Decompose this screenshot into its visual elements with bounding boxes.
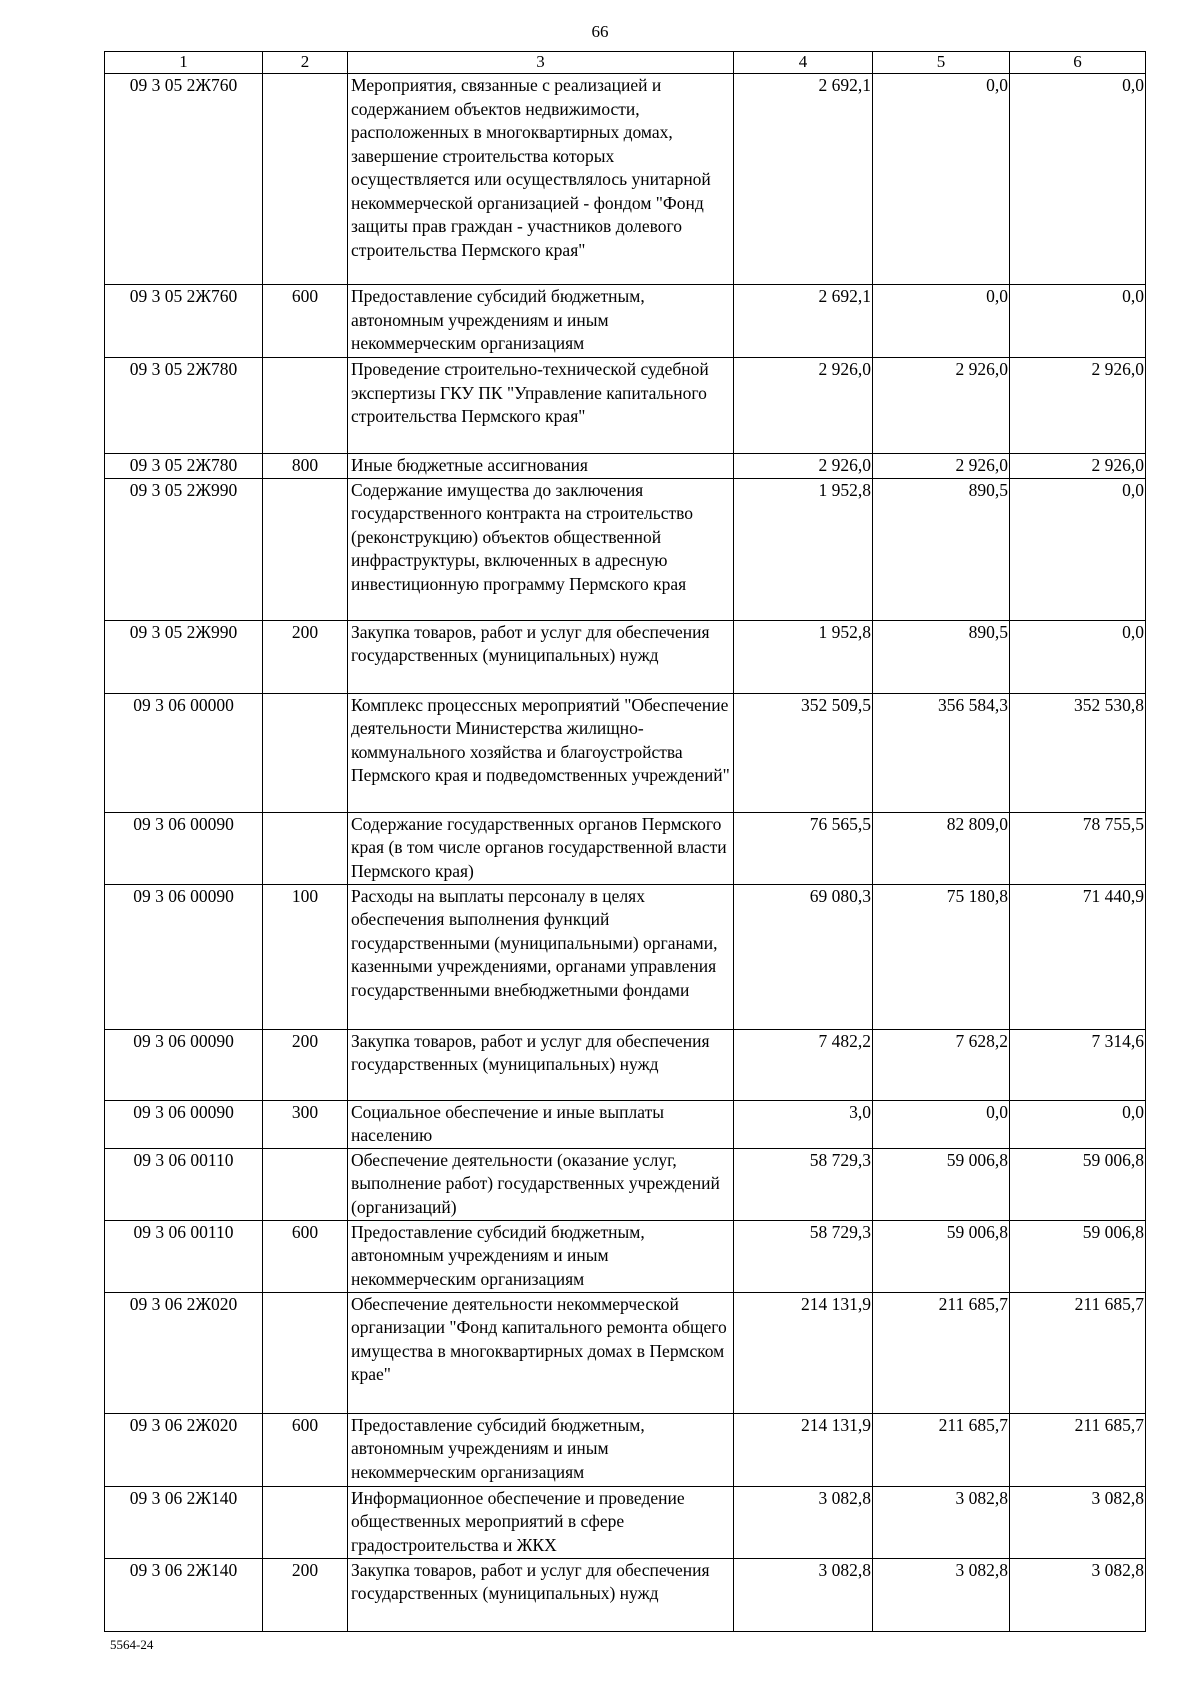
description-cell: Закупка товаров, работ и услуг для обеспечения государственных (муниципальных) нужд [348,1029,734,1100]
description-cell: Предоставление субсидий бюджетным, автономным учреждениям и иным некоммерческим организациям [348,285,734,358]
amount-col6-cell: 211 685,7 [1010,1413,1146,1486]
expense-type-cell [263,1486,348,1558]
budget-code-cell: 09 3 06 00110 [105,1148,263,1220]
expense-type-cell [263,693,348,812]
amount-col6-cell: 0,0 [1010,620,1146,693]
budget-code-cell: 09 3 06 2Ж140 [105,1486,263,1558]
budget-code-cell: 09 3 06 00090 [105,812,263,884]
expense-type-cell: 200 [263,620,348,693]
expense-type-cell [263,812,348,884]
description-cell: Иные бюджетные ассигнования [348,454,734,479]
amount-col6-cell: 2 926,0 [1010,454,1146,479]
amount-col5-cell: 0,0 [873,74,1010,285]
amount-col4-cell: 352 509,5 [734,693,873,812]
description-cell: Социальное обеспечение и иные выплаты населению [348,1100,734,1148]
amount-col4-cell: 76 565,5 [734,812,873,884]
column-header: 1 [105,52,263,74]
description-cell: Расходы на выплаты персоналу в целях обеспечения выполнения функций государственными (муниципальными) органами, казенными учреждениями, органами управления государственными внебюджетными фондами [348,884,734,1029]
budget-code-cell: 09 3 06 00090 [105,884,263,1029]
amount-col5-cell: 890,5 [873,620,1010,693]
column-header: 3 [348,52,734,74]
column-header: 6 [1010,52,1146,74]
expense-type-cell: 600 [263,1220,348,1292]
budget-code-cell: 09 3 06 2Ж020 [105,1292,263,1413]
expense-type-cell: 300 [263,1100,348,1148]
table-row [105,1292,1146,1413]
expense-type-cell [263,358,348,454]
amount-col5-cell: 59 006,8 [873,1148,1010,1220]
description-cell: Закупка товаров, работ и услуг для обеспечения государственных (муниципальных) нужд [348,1558,734,1631]
amount-col4-cell: 69 080,3 [734,884,873,1029]
amount-col6-cell: 0,0 [1010,74,1146,285]
amount-col5-cell: 890,5 [873,478,1010,620]
description-cell: Обеспечение деятельности некоммерческой организации "Фонд капитального ремонта общего имущества в многоквартирных домах в Пермском крае" [348,1292,734,1413]
amount-col6-cell: 0,0 [1010,285,1146,358]
budget-code-cell: 09 3 06 2Ж020 [105,1413,263,1486]
amount-col5-cell: 0,0 [873,1100,1010,1148]
table-row [105,620,1146,693]
amount-col5-cell: 211 685,7 [873,1292,1010,1413]
amount-col5-cell: 82 809,0 [873,812,1010,884]
table-row [105,1413,1146,1486]
column-header: 5 [873,52,1010,74]
amount-col4-cell: 214 131,9 [734,1292,873,1413]
amount-col4-cell: 7 482,2 [734,1029,873,1100]
amount-col4-cell: 1 952,8 [734,478,873,620]
table-row [105,1100,1146,1148]
amount-col6-cell: 352 530,8 [1010,693,1146,812]
table-row [105,812,1146,884]
table-row [105,1558,1146,1631]
amount-col6-cell: 78 755,5 [1010,812,1146,884]
amount-col5-cell: 3 082,8 [873,1486,1010,1558]
table-row [105,285,1146,358]
description-cell: Обеспечение деятельности (оказание услуг, выполнение работ) государственных учреждений (организаций) [348,1148,734,1220]
document-code: 5564-24 [110,1637,154,1652]
page-number: 66 [591,22,609,41]
amount-col5-cell: 0,0 [873,285,1010,358]
amount-col5-cell: 7 628,2 [873,1029,1010,1100]
table-row [105,1486,1146,1558]
expense-type-cell [263,1292,348,1413]
budget-code-cell: 09 3 06 00090 [105,1029,263,1100]
budget-code-cell: 09 3 05 2Ж760 [105,74,263,285]
amount-col5-cell: 75 180,8 [873,884,1010,1029]
amount-col5-cell: 2 926,0 [873,454,1010,479]
description-cell: Комплекс процессных мероприятий "Обеспечение деятельности Министерства жилищно-коммунального хозяйства и благоустройства Пермского края и подведомственных учреждений" [348,693,734,812]
description-cell: Содержание государственных органов Пермского края (в том числе органов государственной власти Пермского края) [348,812,734,884]
budget-code-cell: 09 3 06 00000 [105,693,263,812]
amount-col6-cell: 211 685,7 [1010,1292,1146,1413]
table-row [105,478,1146,620]
expense-type-cell: 800 [263,454,348,479]
budget-code-cell: 09 3 06 00090 [105,1100,263,1148]
expense-type-cell: 100 [263,884,348,1029]
amount-col5-cell: 211 685,7 [873,1413,1010,1486]
amount-col6-cell: 0,0 [1010,478,1146,620]
budget-code-cell: 09 3 05 2Ж990 [105,478,263,620]
amount-col5-cell: 3 082,8 [873,1558,1010,1631]
budget-code-cell: 09 3 06 00110 [105,1220,263,1292]
amount-col6-cell: 3 082,8 [1010,1558,1146,1631]
description-cell: Мероприятия, связанные с реализацией и содержанием объектов недвижимости, расположенных в многоквартирных домах, завершение строительства которых осуществляется или осуществлялось унитарной некоммерческой организацией - фондом "Фонд защиты прав граждан - участников долевого строительства Пермского края" [348,74,734,285]
description-cell: Содержание имущества до заключения государственного контракта на строительство (реконструкцию) объектов общественной инфраструктуры, включенных в адресную инвестиционную программу Пермского края [348,478,734,620]
amount-col4-cell: 1 952,8 [734,620,873,693]
amount-col4-cell: 58 729,3 [734,1220,873,1292]
table-row [105,454,1146,479]
amount-col6-cell: 3 082,8 [1010,1486,1146,1558]
description-cell: Проведение строительно-технической судебной экспертизы ГКУ ПК "Управление капитального строительства Пермского края" [348,358,734,454]
column-header: 2 [263,52,348,74]
budget-table [104,51,1146,1632]
budget-code-cell: 09 3 06 2Ж140 [105,1558,263,1631]
table-row [105,693,1146,812]
expense-type-cell: 200 [263,1558,348,1631]
amount-col5-cell: 2 926,0 [873,358,1010,454]
budget-code-cell: 09 3 05 2Ж760 [105,285,263,358]
description-cell: Предоставление субсидий бюджетным, автономным учреждениям и иным некоммерческим организациям [348,1220,734,1292]
expense-type-cell: 200 [263,1029,348,1100]
table-row [105,1220,1146,1292]
table-row [105,1029,1146,1100]
amount-col6-cell: 59 006,8 [1010,1220,1146,1292]
table-row [105,884,1146,1029]
amount-col4-cell: 3 082,8 [734,1558,873,1631]
amount-col4-cell: 2 926,0 [734,358,873,454]
budget-code-cell: 09 3 05 2Ж780 [105,358,263,454]
expense-type-cell [263,478,348,620]
table-row [105,1148,1146,1220]
amount-col4-cell: 3 082,8 [734,1486,873,1558]
amount-col4-cell: 2 692,1 [734,74,873,285]
amount-col6-cell: 71 440,9 [1010,884,1146,1029]
expense-type-cell: 600 [263,1413,348,1486]
amount-col5-cell: 356 584,3 [873,693,1010,812]
amount-col4-cell: 2 692,1 [734,285,873,358]
expense-type-cell [263,1148,348,1220]
table-row [105,358,1146,454]
expense-type-cell: 600 [263,285,348,358]
description-cell: Информационное обеспечение и проведение общественных мероприятий в сфере градостроительства и ЖКХ [348,1486,734,1558]
header-row [105,52,1146,74]
column-header: 4 [734,52,873,74]
table-row [105,74,1146,285]
amount-col4-cell: 3,0 [734,1100,873,1148]
amount-col4-cell: 2 926,0 [734,454,873,479]
budget-code-cell: 09 3 05 2Ж990 [105,620,263,693]
amount-col4-cell: 214 131,9 [734,1413,873,1486]
amount-col5-cell: 59 006,8 [873,1220,1010,1292]
description-cell: Предоставление субсидий бюджетным, автономным учреждениям и иным некоммерческим организациям [348,1413,734,1486]
budget-code-cell: 09 3 05 2Ж780 [105,454,263,479]
amount-col6-cell: 0,0 [1010,1100,1146,1148]
amount-col4-cell: 58 729,3 [734,1148,873,1220]
amount-col6-cell: 59 006,8 [1010,1148,1146,1220]
amount-col6-cell: 2 926,0 [1010,358,1146,454]
description-cell: Закупка товаров, работ и услуг для обеспечения государственных (муниципальных) нужд [348,620,734,693]
expense-type-cell [263,74,348,285]
amount-col6-cell: 7 314,6 [1010,1029,1146,1100]
